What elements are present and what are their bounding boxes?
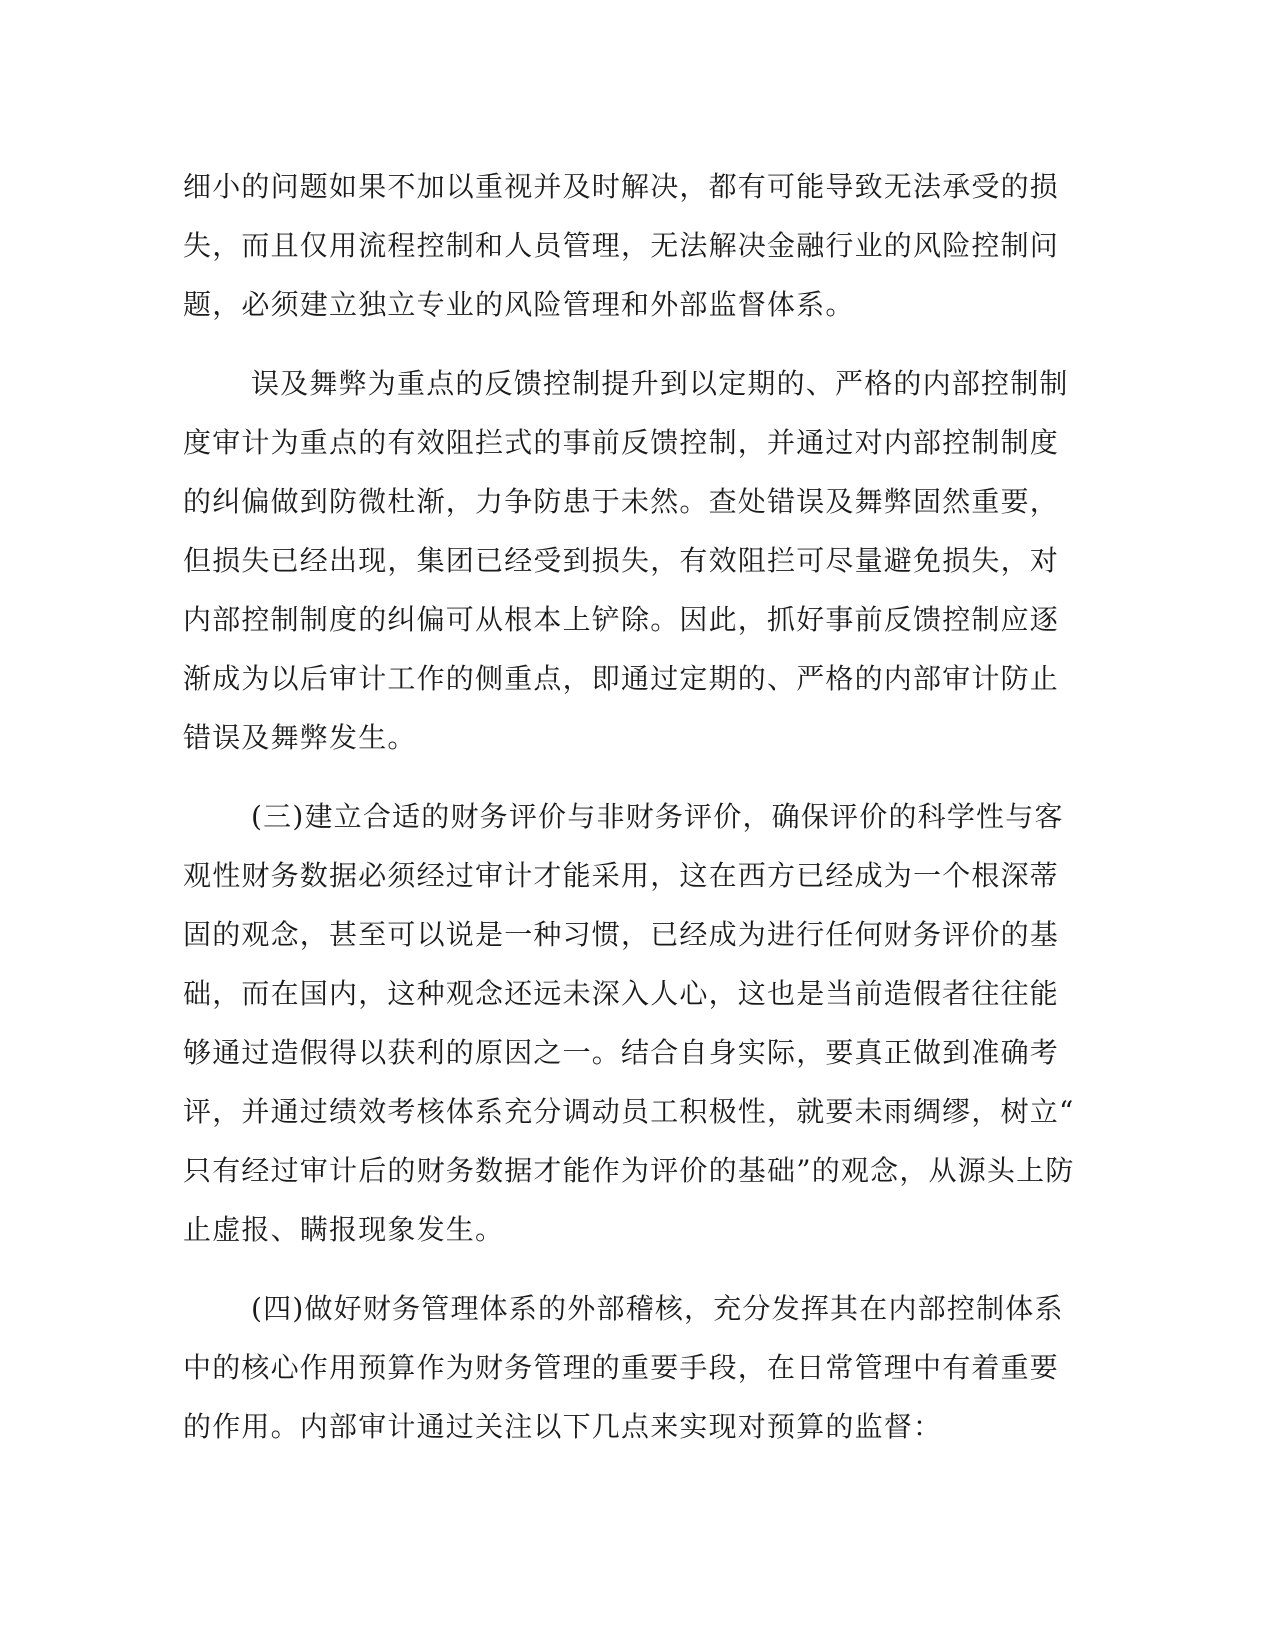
text-line: 评，并通过绩效考核体系充分调动员工积极性，就要未雨绸缪，树立“ [183,1095,1075,1128]
text-line: 中的核心作用预算作为财务管理的重要手段，在日常管理中有着重要 [183,1351,1060,1384]
body-text [183,157,1075,1456]
text-line: 题，必须建立独立专业的风险管理和外部监督体系。 [183,288,855,321]
paragraph-3 [183,787,1075,1259]
text-line: 渐成为以后审计工作的侧重点，即通过定期的、严格的内部审计防止 [183,662,1060,695]
text-line: 细小的问题如果不加以重视并及时解决，都有可能导致无法承受的损 [183,170,1060,203]
text-line: 固的观念，甚至可以说是一种习惯，已经成为进行任何财务评价的基 [183,918,1060,951]
text-line: 内部控制制度的纠偏可从根本上铲除。因此，抓好事前反馈控制应逐 [183,603,1060,636]
text-line: 的作用。内部审计通过关注以下几点来实现对预算的监督： [183,1410,943,1443]
text-line: 的纠偏做到防微杜渐，力争防患于未然。查处错误及舞弊固然重要， [183,485,1060,518]
paragraph-4 [183,1279,1064,1456]
text-line: 度审计为重点的有效阻拦式的事前反馈控制，并通过对内部控制制度 [183,426,1060,459]
text-line: 但损失已经出现，集团已经受到损失，有效阻拦可尽量避免损失，对 [183,544,1060,577]
text-line: 失，而且仅用流程控制和人员管理，无法解决金融行业的风险控制问 [183,229,1060,262]
text-line: (三)建立合适的财务评价与非财务评价，确保评价的科学性与客 [251,800,1064,833]
paragraph-2 [183,354,1069,767]
paragraph-1 [183,157,1060,334]
text-line: 误及舞弊为重点的反馈控制提升到以定期的、严格的内部控制制 [251,367,1069,400]
text-line: 观性财务数据必须经过审计才能采用，这在西方已经成为一个根深蒂 [183,859,1060,892]
text-line: 础，而在国内，这种观念还远未深入人心，这也是当前造假者往往能 [183,977,1060,1010]
text-line: 止虚报、瞒报现象发生。 [183,1213,505,1246]
text-line: (四)做好财务管理体系的外部稽核，充分发挥其在内部控制体系 [251,1292,1064,1325]
text-line: 错误及舞弊发生。 [183,721,417,754]
text-line: 只有经过审计后的财务数据才能作为评价的基础”的观念，从源头上防 [183,1154,1075,1187]
text-line: 够通过造假得以获利的原因之一。结合自身实际，要真正做到准确考 [183,1036,1060,1069]
